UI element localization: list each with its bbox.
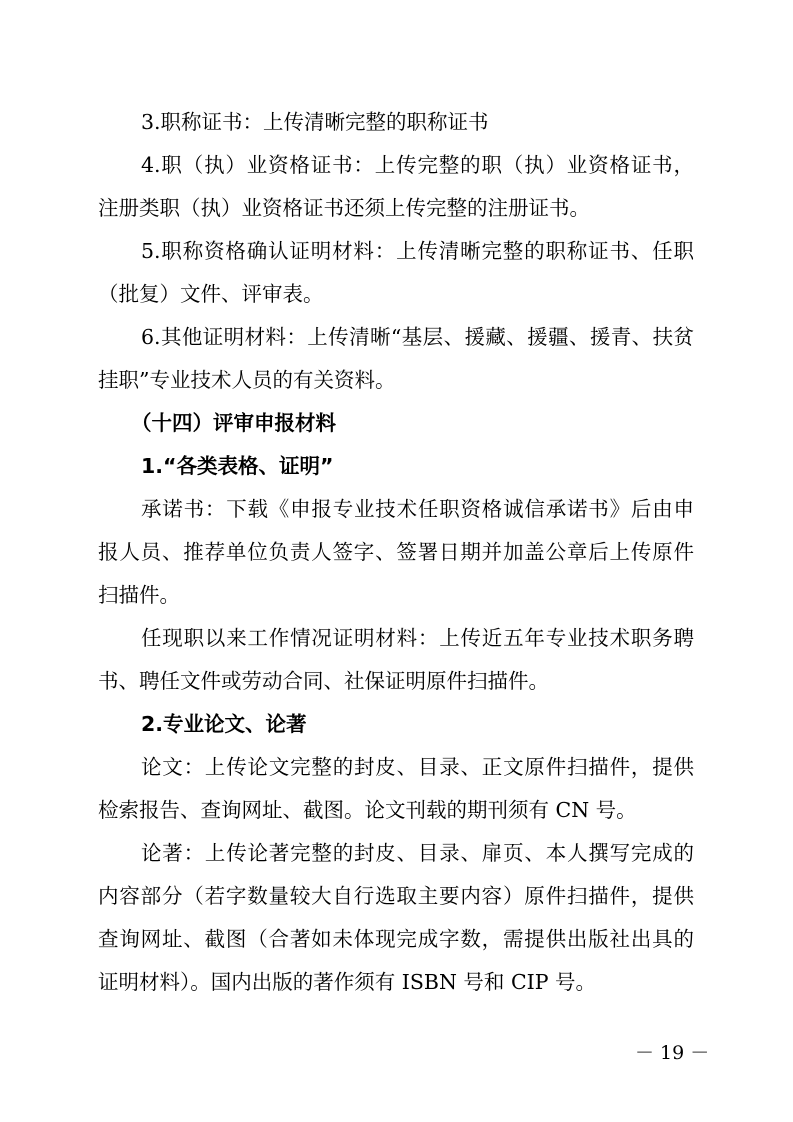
item-3-title-certificate: 3.职称证书：上传清晰完整的职称证书 (141, 110, 489, 134)
page-number: － 19 － (635, 1042, 710, 1064)
paper-line-1: 论文：上传论文完整的封皮、目录、正文原件扫描件，提供 (141, 755, 694, 779)
pledge-line-2: 报人员、推荐单位负责人签字、签署日期并加盖公章后上传原件 (98, 540, 694, 564)
pledge-line-1: 承诺书：下载《申报专业技术任职资格诚信承诺书》后由申 (141, 497, 694, 521)
book-line-1: 论著：上传论著完整的封皮、目录、扉页、本人撰写完成的 (141, 841, 694, 865)
item-4-line-2: 注册类职（执）业资格证书还须上传完整的注册证书。 (98, 196, 590, 220)
subheading-forms: 1.“各类表格、证明” (141, 454, 334, 478)
subheading-papers: 2.专业论文、论著 (141, 712, 307, 736)
paper-line-2: 检索报告、查询网址、截图。论文刊载的期刊须有 CN 号。 (98, 798, 637, 822)
item-6-line-2: 挂职”专业技术人员的有关资料。 (98, 368, 396, 392)
work-proof-line-1: 任现职以来工作情况证明材料：上传近五年专业技术职务聘 (141, 626, 694, 650)
pledge-line-3: 扫描件。 (98, 583, 180, 607)
item-5-line-1: 5.职称资格确认证明材料：上传清晰完整的职称证书、任职 (141, 239, 694, 263)
section-heading-14: （十四）评审申报材料 (131, 411, 336, 435)
book-line-4: 证明材料）。国内出版的著作须有 ISBN 号和 CIP 号。 (98, 970, 597, 994)
item-4-line-1: 4.职（执）业资格证书：上传完整的职（执）业资格证书， (141, 153, 694, 177)
book-line-3: 查询网址、截图（合著如未体现完成字数，需提供出版社出具的 (98, 927, 694, 951)
book-line-2: 内容部分（若字数量较大自行选取主要内容）原件扫描件，提供 (98, 884, 694, 908)
item-5-line-2: （批复）文件、评审表。 (98, 282, 324, 306)
work-proof-line-2: 书、聘任文件或劳动合同、社保证明原件扫描件。 (98, 669, 549, 693)
item-6-line-1: 6.其他证明材料：上传清晰“基层、援藏、援疆、援青、扶贫 (141, 325, 694, 349)
